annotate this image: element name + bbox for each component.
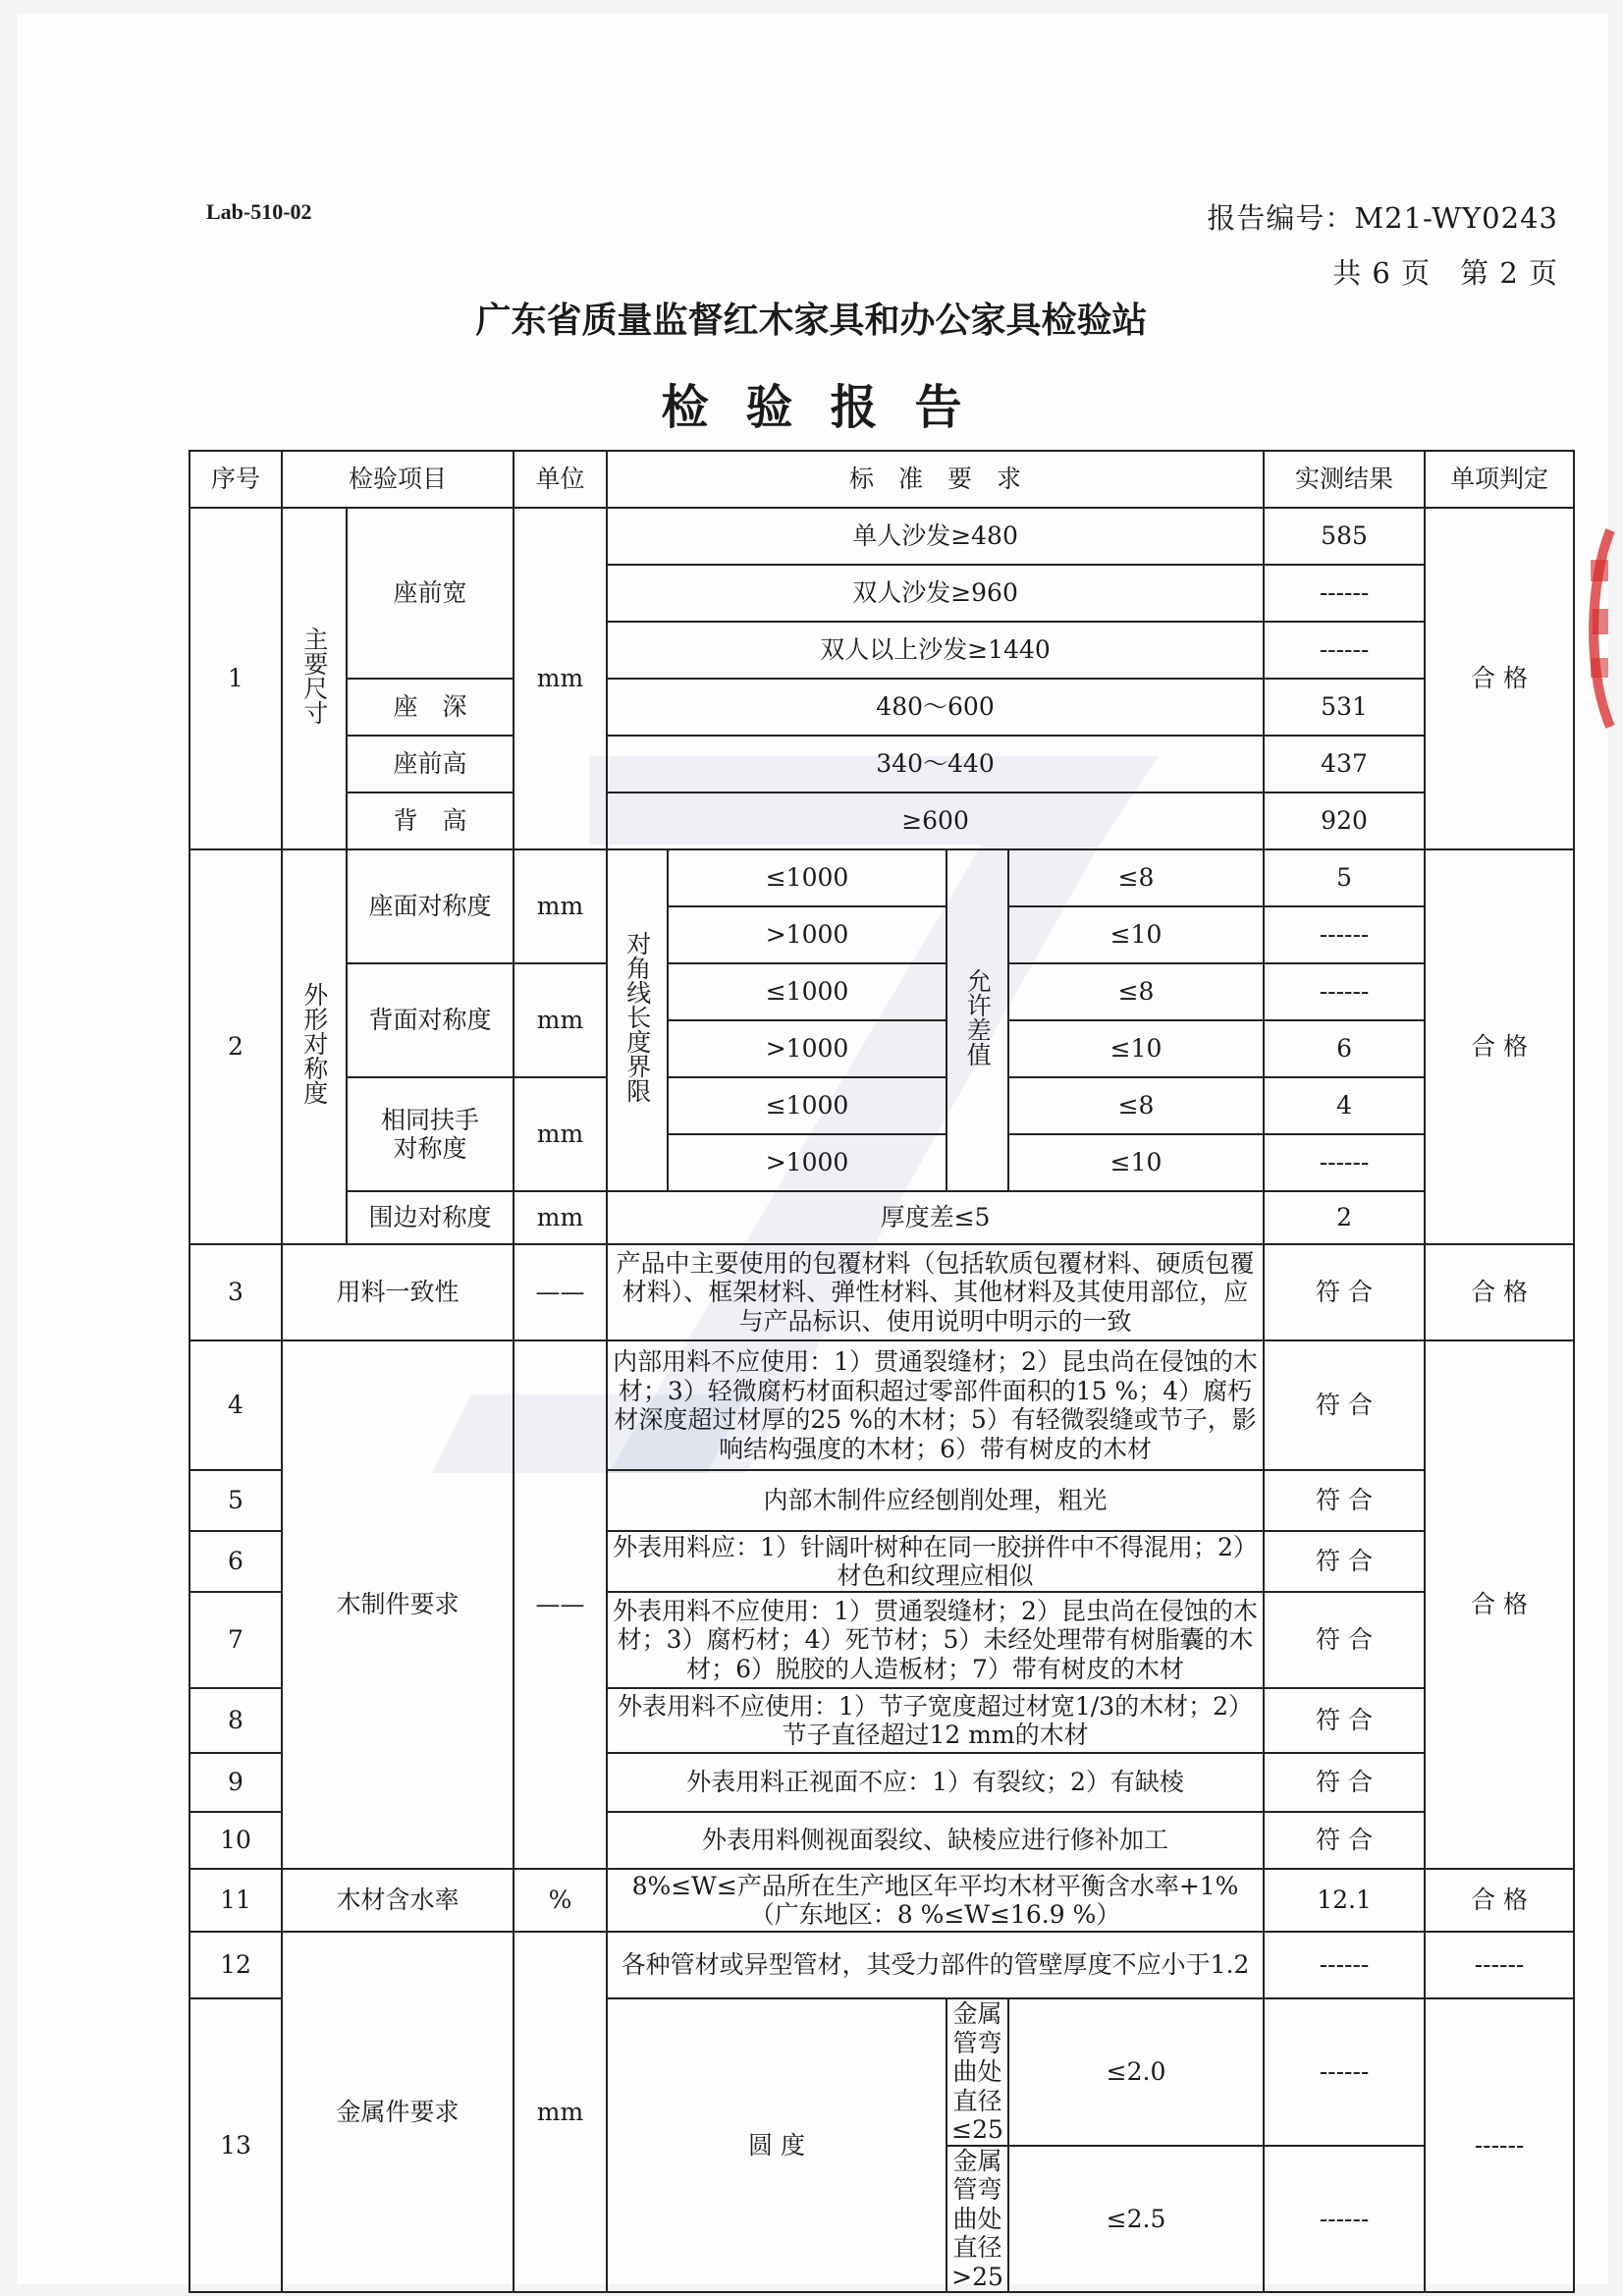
- result-cell: 12.1: [1264, 1869, 1425, 1932]
- result-cell: 符 合: [1264, 1753, 1425, 1812]
- result-cell: 4: [1264, 1077, 1425, 1134]
- item-label: 座 深: [347, 679, 514, 736]
- row-number: 12: [189, 1932, 282, 1998]
- tolerance-cell: ≤8: [1008, 963, 1264, 1020]
- verdict-cell: 合 格: [1425, 508, 1574, 849]
- tolerance-cell: ≤10: [1008, 1134, 1264, 1191]
- result-cell: ------: [1264, 963, 1425, 1020]
- result-cell: 437: [1264, 736, 1425, 793]
- row-number: 10: [189, 1812, 282, 1869]
- unit-cell: ——: [514, 1340, 607, 1869]
- item-label: 木制件要求: [282, 1340, 514, 1869]
- verdict-cell: 合 格: [1425, 849, 1574, 1244]
- result-cell: 5: [1264, 849, 1425, 906]
- page-info: 共 6 页 第 2 页: [1332, 256, 1558, 290]
- result-cell: ------: [1264, 1134, 1425, 1191]
- result-cell: 符 合: [1264, 1688, 1425, 1753]
- table-row: [189, 1869, 1574, 1932]
- table-row: [189, 1191, 1574, 1244]
- tolerance-cell: ≤8: [1008, 1077, 1264, 1134]
- requirement-cell: 双人以上沙发≥1440: [607, 622, 1264, 679]
- col-header-no: 序号: [189, 451, 282, 508]
- tolerance-cell: ≤2.0: [1008, 1998, 1264, 2146]
- result-cell: 531: [1264, 679, 1425, 736]
- col-header-result: 实测结果: [1264, 451, 1425, 508]
- requirement-cell: 内部用料不应使用：1）贯通裂缝材；2）昆虫尚在侵蚀的木材；3）轻微腐朽材面积超过零部件面积的15 %；4）腐朽材深度超过材厚的25 %的木材；5）有轻微裂缝或节子，影响结构强度的木材；6）带有树皮的木材: [607, 1340, 1264, 1470]
- requirement-cell: 外表用料不应使用：1）节子宽度超过材宽1/3的木材；2）节子直径超过12 mm的木材: [607, 1688, 1264, 1753]
- result-cell: 符 合: [1264, 1812, 1425, 1869]
- unit-cell: mm: [514, 849, 607, 963]
- group-label-main-size: 主要尺寸: [282, 508, 347, 849]
- requirement-cell: 外表用料应：1）针阔叶树种在同一胶拼件中不得混用；2）材色和纹理应相似: [607, 1531, 1264, 1592]
- group-label-shape-symmetry: 外形对称度: [282, 849, 347, 1244]
- tolerance-cell: ≤10: [1008, 906, 1264, 963]
- doc-code: Lab-510-02: [206, 199, 312, 224]
- result-cell: 6: [1264, 1020, 1425, 1077]
- requirement-cell: 各种管材或异型管材，其受力部件的管壁厚度不应小于1.2: [607, 1932, 1264, 1998]
- result-cell: 符 合: [1264, 1470, 1425, 1531]
- item-label: 围边对称度: [347, 1191, 514, 1244]
- length-range-cell: >1000: [668, 1134, 947, 1191]
- unit-cell: ——: [514, 1244, 607, 1340]
- inspection-table: [189, 450, 1575, 2293]
- length-range-cell: ≤1000: [668, 849, 947, 906]
- item-label: 用料一致性: [282, 1244, 514, 1340]
- result-cell: 符 合: [1264, 1244, 1425, 1340]
- item-label: 背面对称度: [347, 963, 514, 1077]
- table-row: [189, 963, 1574, 1020]
- row-number: 4: [189, 1340, 282, 1470]
- report-title: 检验报告: [661, 380, 1000, 435]
- item-label: 座前宽: [347, 508, 514, 679]
- col-header-item: 检验项目: [282, 451, 514, 508]
- requirement-cell: 外表用料侧视面裂纹、缺棱应进行修补加工: [607, 1812, 1264, 1869]
- row-number: 8: [189, 1688, 282, 1753]
- requirement-cell: 产品中主要使用的包覆材料（包括软质包覆材料、硬质包覆材料）、框架材料、弹性材料、其他材料及其使用部位，应与产品标识、使用说明中明示的一致: [607, 1244, 1264, 1340]
- table-row: [189, 793, 1574, 849]
- diagonal-length-label: 对角线长度界限: [607, 849, 668, 1191]
- unit-cell: mm: [514, 508, 607, 849]
- requirement-cell: 内部木制件应经刨削处理，粗光: [607, 1470, 1264, 1531]
- condition-cell: 金属管弯曲处直径>25: [947, 2146, 1008, 2293]
- row-number: 5: [189, 1470, 282, 1531]
- table-row: [189, 508, 1574, 565]
- unit-cell: mm: [514, 1077, 607, 1191]
- table-header-row: [189, 451, 1574, 508]
- requirement-cell: 单人沙发≥480: [607, 508, 1264, 565]
- requirement-cell: 外表用料不应使用：1）贯通裂缝材；2）昆虫尚在侵蚀的木材；3）腐朽材；4）死节材；5）未经处理带有树脂囊的木材；6）脱胶的人造板材；7）带有树皮的木材: [607, 1592, 1264, 1688]
- length-range-cell: ≤1000: [668, 1077, 947, 1134]
- result-cell: 920: [1264, 793, 1425, 849]
- row-number: 3: [189, 1244, 282, 1340]
- col-header-standard: 标 准 要 求: [607, 451, 1264, 508]
- tolerance-label: 允许差值: [947, 849, 1008, 1191]
- unit-cell: mm: [514, 1932, 607, 2292]
- item-label: 座前高: [347, 736, 514, 793]
- result-cell: ------: [1264, 622, 1425, 679]
- result-cell: ------: [1264, 1932, 1425, 1998]
- requirement-cell: 双人沙发≥960: [607, 565, 1264, 622]
- verdict-cell: 合 格: [1425, 1340, 1574, 1869]
- requirement-cell: ≥600: [607, 793, 1264, 849]
- row-number: 6: [189, 1531, 282, 1592]
- length-range-cell: >1000: [668, 1020, 947, 1077]
- verdict-cell: 合 格: [1425, 1869, 1574, 1932]
- table-row: [189, 736, 1574, 793]
- row-number: 11: [189, 1869, 282, 1932]
- item-label: 木材含水率: [282, 1869, 514, 1932]
- condition-cell: 金属管弯曲处直径≤25: [947, 1998, 1008, 2146]
- row-number: 13: [189, 1998, 282, 2292]
- result-cell: 符 合: [1264, 1531, 1425, 1592]
- verdict-cell: 合 格: [1425, 1244, 1574, 1340]
- result-cell: 符 合: [1264, 1340, 1425, 1470]
- tolerance-cell: ≤2.5: [1008, 2146, 1264, 2293]
- unit-cell: mm: [514, 963, 607, 1077]
- tolerance-cell: ≤8: [1008, 849, 1264, 906]
- requirement-cell: 340～440: [607, 736, 1264, 793]
- table-row: [189, 1340, 1574, 1470]
- item-label: 相同扶手对称度: [347, 1077, 514, 1191]
- item-label: 座面对称度: [347, 849, 514, 963]
- result-cell: ------: [1264, 565, 1425, 622]
- item-label: 金属件要求: [282, 1932, 514, 2292]
- row-number: 7: [189, 1592, 282, 1688]
- requirement-cell: 厚度差≤5: [607, 1191, 1264, 1244]
- verdict-cell: ------: [1425, 1932, 1574, 1998]
- col-header-verdict: 单项判定: [1425, 451, 1574, 508]
- result-cell: ------: [1264, 906, 1425, 963]
- result-cell: ------: [1264, 2146, 1425, 2293]
- result-cell: 符 合: [1264, 1592, 1425, 1688]
- result-cell: 585: [1264, 508, 1425, 565]
- unit-cell: %: [514, 1869, 607, 1932]
- table-row: [189, 1244, 1574, 1340]
- col-header-unit: 单位: [514, 451, 607, 508]
- length-range-cell: ≤1000: [668, 963, 947, 1020]
- tolerance-cell: ≤10: [1008, 1020, 1264, 1077]
- row-number: 9: [189, 1753, 282, 1812]
- table-row: [189, 1932, 1574, 1998]
- unit-cell: mm: [514, 1191, 607, 1244]
- length-range-cell: >1000: [668, 906, 947, 963]
- requirement-cell: 外表用料正视面不应：1）有裂纹；2）有缺棱: [607, 1753, 1264, 1812]
- verdict-cell: ------: [1425, 1998, 1574, 2292]
- roundness-label: 圆 度: [607, 1998, 947, 2292]
- requirement-cell: 480～600: [607, 679, 1264, 736]
- result-cell: 2: [1264, 1191, 1425, 1244]
- report-number: 报告编号：M21-WY0243: [1207, 201, 1558, 235]
- item-label: 背 高: [347, 793, 514, 849]
- requirement-cell: 8%≤W≤产品所在生产地区年平均木材平衡含水率+1%（广东地区：8 %≤W≤16.9 %）: [607, 1869, 1264, 1932]
- organization-name: 广东省质量监督红木家具和办公家具检验站: [475, 301, 1148, 341]
- result-cell: ------: [1264, 1998, 1425, 2146]
- row-number: 1: [189, 508, 282, 849]
- table-row: [189, 1077, 1574, 1134]
- table-row: [189, 679, 1574, 736]
- table-row: [189, 849, 1574, 906]
- row-number: 2: [189, 849, 282, 1244]
